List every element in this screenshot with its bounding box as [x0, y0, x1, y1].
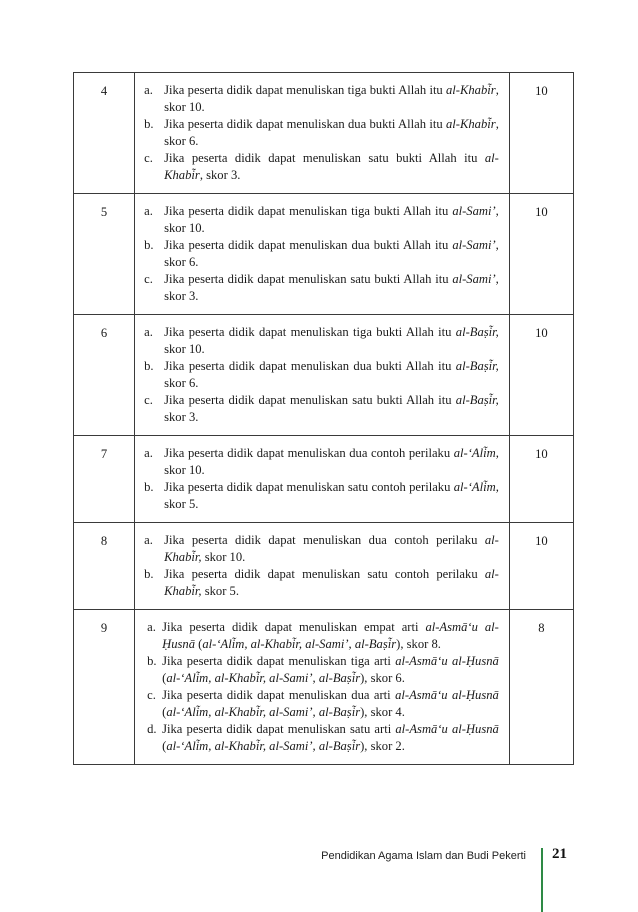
criteria-term: al-Baṣi͂r,	[455, 325, 499, 339]
table-row	[74, 315, 574, 436]
criteria-letter: c.	[144, 151, 153, 165]
criteria-term: al-Sami’,	[452, 272, 499, 286]
row-number: 7	[74, 436, 135, 523]
criteria-cell	[135, 73, 510, 194]
max-score: 10	[509, 194, 573, 315]
criteria-term: al-‘Ali͂m,	[453, 446, 499, 460]
max-score: 10	[509, 436, 573, 523]
criteria-term: al-Khabi͂r,	[164, 567, 499, 598]
criteria-item	[144, 653, 499, 687]
criteria-text: Jika peserta didik dapat menuliskan dua bukti Allah itu	[164, 359, 456, 373]
table-row	[74, 436, 574, 523]
criteria-letter: a.	[144, 533, 153, 547]
criteria-tail: skor 10.	[201, 550, 246, 564]
criteria-item	[144, 392, 499, 426]
footer-divider	[541, 848, 543, 912]
criteria-cell	[135, 315, 510, 436]
row-number: 5	[74, 194, 135, 315]
criteria-list	[144, 445, 499, 513]
criteria-item	[144, 566, 499, 600]
criteria-list	[144, 532, 499, 600]
criteria-letter: b.	[144, 117, 154, 131]
criteria-tail: , skor 10.	[164, 83, 499, 114]
criteria-tail: (al-‘Ali͂m, al-Khabi͂r, al-Sami’, al-Baṣi͂r), skor 2.	[162, 739, 405, 753]
table-row	[74, 610, 574, 765]
criteria-text: Jika peserta didik dapat menuliskan satu bukti Allah itu	[164, 393, 456, 407]
criteria-text: Jika peserta didik dapat menuliskan satu arti	[162, 722, 396, 736]
criteria-item	[144, 445, 499, 479]
criteria-tail: skor 6.	[164, 255, 199, 269]
criteria-item	[144, 687, 499, 721]
criteria-text: Jika peserta didik dapat menuliskan satu bukti Allah itu	[164, 151, 485, 165]
criteria-text: Jika peserta didik dapat menuliskan tiga bukti Allah itu	[164, 204, 453, 218]
criteria-letter: d.	[147, 722, 157, 736]
criteria-letter: b.	[147, 654, 157, 668]
criteria-list	[144, 324, 499, 426]
max-score: 8	[509, 610, 573, 765]
criteria-letter: a.	[144, 325, 153, 339]
criteria-term: al-Asmā‘u al-Ḥusnā	[162, 620, 499, 651]
criteria-term: al-Sami’,	[452, 238, 499, 252]
criteria-tail: skor 5.	[201, 584, 239, 598]
criteria-list	[144, 82, 499, 184]
criteria-item	[144, 203, 499, 237]
criteria-term: al-Khabi͂r	[446, 83, 496, 97]
criteria-term: al-Baṣi͂r,	[455, 393, 499, 407]
criteria-tail: skor 10.	[164, 342, 205, 356]
max-score: 10	[509, 523, 573, 610]
page-number: 21	[552, 846, 567, 862]
criteria-text: Jika peserta didik dapat menuliskan dua contoh perilaku	[164, 533, 485, 547]
criteria-term: al-Khabi͂r	[446, 117, 496, 131]
criteria-text: Jika peserta didik dapat menuliskan satu contoh perilaku	[164, 567, 485, 581]
row-number: 4	[74, 73, 135, 194]
criteria-text: Jika peserta didik dapat menuliskan satu bukti Allah itu	[164, 272, 453, 286]
criteria-letter: c.	[147, 688, 156, 702]
criteria-tail: , skor 3.	[199, 168, 241, 182]
criteria-tail: skor 10.	[164, 463, 205, 477]
criteria-text: Jika peserta didik dapat menuliskan tiga bukti Allah itu	[164, 83, 446, 97]
row-number: 6	[74, 315, 135, 436]
criteria-cell	[135, 194, 510, 315]
criteria-item	[144, 479, 499, 513]
criteria-letter: a.	[144, 446, 153, 460]
row-number: 9	[74, 610, 135, 765]
criteria-text: Jika peserta didik dapat menuliskan satu contoh perilaku	[164, 480, 454, 494]
criteria-term: al-‘Ali͂m,	[453, 480, 499, 494]
criteria-term: al-Asmā‘u al-Ḥusnā	[395, 722, 499, 736]
criteria-letter: b.	[144, 480, 154, 494]
criteria-tail: , skor 6.	[164, 117, 499, 148]
criteria-text: Jika peserta didik dapat menuliskan dua bukti Allah itu	[164, 117, 446, 131]
criteria-term: al-Sami’,	[452, 204, 499, 218]
criteria-text: Jika peserta didik dapat menuliskan tiga bukti Allah itu	[164, 325, 456, 339]
criteria-cell	[135, 610, 510, 765]
criteria-term: al-Baṣi͂r,	[455, 359, 499, 373]
criteria-text: Jika peserta didik dapat menuliskan dua contoh perilaku	[164, 446, 454, 460]
criteria-letter: c.	[144, 272, 153, 286]
criteria-tail: skor 10.	[164, 221, 205, 235]
criteria-cell	[135, 436, 510, 523]
criteria-item	[144, 237, 499, 271]
criteria-tail: skor 3.	[164, 289, 199, 303]
criteria-item	[144, 82, 499, 116]
criteria-tail: skor 5.	[164, 497, 199, 511]
criteria-tail: (al-‘Ali͂m, al-Khabi͂r, al-Sami’, al-Baṣi͂r), skor 4.	[162, 705, 405, 719]
scoring-table-body	[74, 73, 574, 765]
criteria-item	[144, 358, 499, 392]
criteria-text: Jika peserta didik dapat menuliskan dua arti	[162, 688, 396, 702]
criteria-term: al-Asmā‘u al-Ḥusnā	[395, 688, 499, 702]
criteria-text: Jika peserta didik dapat menuliskan dua bukti Allah itu	[164, 238, 453, 252]
criteria-letter: b.	[144, 238, 154, 252]
criteria-tail: skor 3.	[164, 410, 199, 424]
criteria-letter: b.	[144, 567, 154, 581]
table-row	[74, 73, 574, 194]
criteria-letter: a.	[147, 620, 156, 634]
criteria-term: al-Asmā‘u al-Ḥusnā	[395, 654, 499, 668]
criteria-item	[144, 271, 499, 305]
criteria-item	[144, 619, 499, 653]
criteria-tail: skor 6.	[164, 376, 199, 390]
criteria-text: Jika peserta didik dapat menuliskan tiga arti	[162, 654, 396, 668]
criteria-cell	[135, 523, 510, 610]
criteria-item	[144, 532, 499, 566]
criteria-item	[144, 150, 499, 184]
criteria-term: al-Khabi͂r	[164, 151, 499, 182]
criteria-list	[144, 203, 499, 305]
criteria-term: al-Khabi͂r,	[164, 533, 499, 564]
criteria-letter: b.	[144, 359, 154, 373]
criteria-item	[144, 116, 499, 150]
max-score: 10	[509, 315, 573, 436]
criteria-letter: a.	[144, 204, 153, 218]
table-row	[74, 194, 574, 315]
max-score: 10	[509, 73, 573, 194]
criteria-item	[144, 324, 499, 358]
criteria-text: Jika peserta didik dapat menuliskan empat arti	[162, 620, 426, 634]
footer-book-title: Pendidikan Agama Islam dan Budi Pekerti	[321, 850, 526, 862]
criteria-tail: (al-‘Ali͂m, al-Khabi͂r, al-Sami’, al-Baṣi͂r), skor 6.	[162, 671, 405, 685]
criteria-list	[144, 619, 499, 755]
scoring-table	[73, 72, 574, 765]
criteria-tail: (al-‘Ali͂m, al-Khabi͂r, al-Sami’, al-Baṣi͂r), skor 8.	[195, 637, 441, 651]
row-number: 8	[74, 523, 135, 610]
table-row	[74, 523, 574, 610]
criteria-letter: a.	[144, 83, 153, 97]
criteria-item	[144, 721, 499, 755]
criteria-letter: c.	[144, 393, 153, 407]
